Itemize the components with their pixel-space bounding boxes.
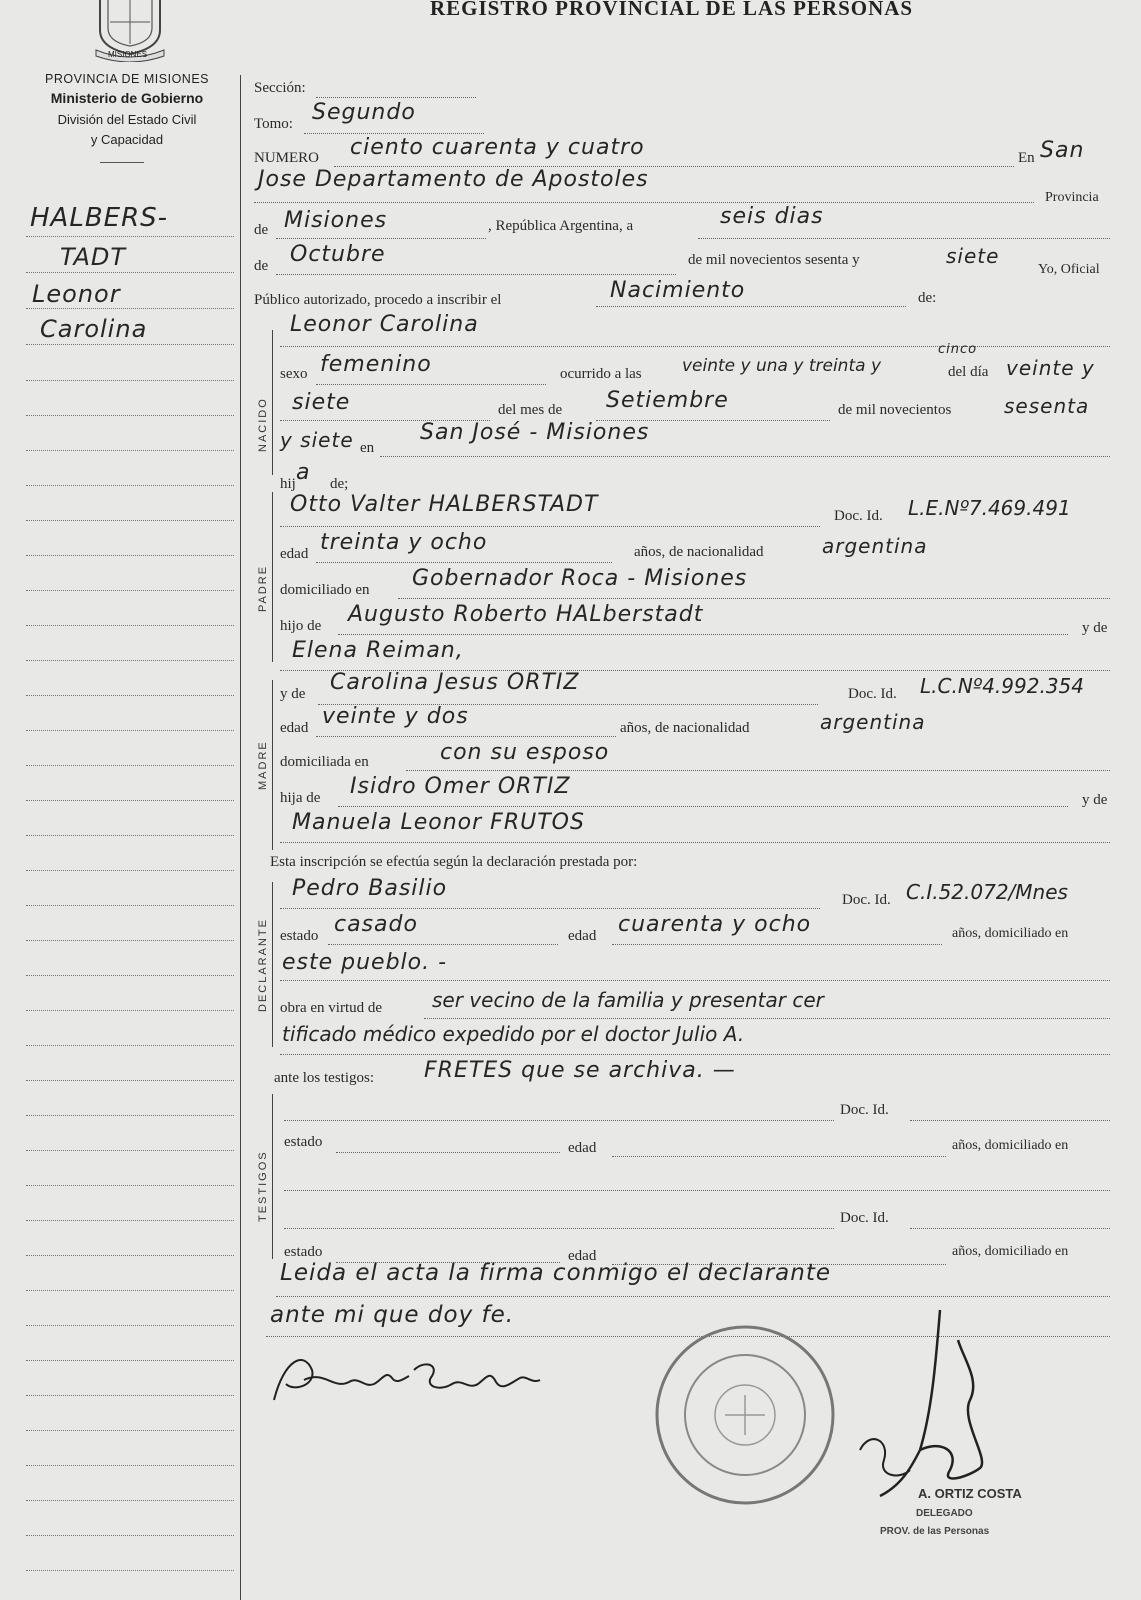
dia-value: seis dias [720,204,824,229]
dia-label: del día [948,364,989,380]
madre-edad-label: edad [280,720,309,736]
testigo-1-estado-line [336,1152,560,1153]
declarante-section-label: DECLARANTE [257,918,269,1012]
madre-anios-label: años, de nacionalidad [620,720,750,736]
seal-banner-text: MISIONES [108,50,148,59]
padre-edad-label: edad [280,546,309,562]
margin-line [26,520,234,521]
nacido-dia-value-2: siete [292,390,351,415]
mes-value: Octubre [290,242,386,267]
testigo-1-estado-label: estado [284,1134,323,1150]
lugar-value: San José - Misiones [420,420,650,445]
obra-line-1 [424,1018,1110,1019]
declarante-signature [264,1340,564,1425]
margin-line [26,1010,234,1011]
nacido-nombre: Leonor Carolina [290,312,479,337]
testigo-2-anios-label: años, domiciliado en [952,1244,1069,1259]
testigos-intro-value: FRETES que se archiva. — [424,1058,736,1083]
nacido-mes-label: del mes de [498,402,563,418]
declarante-domicilio-value: este pueblo. - [282,950,448,975]
margin-line [26,236,234,237]
madre-nombre: Carolina Jesus ORTIZ [330,670,580,695]
testigo-1-edad-line [612,1156,946,1157]
margin-surname-1: HALBERS- [30,203,169,233]
hij-de-label: de; [330,476,349,492]
provincia-line [276,238,486,239]
testigo-1-domicilio-line [284,1190,1110,1191]
testigos-intro-label: ante los testigos: [274,1070,374,1086]
de-label-2: de [254,258,269,274]
testigo-1-doc-label: Doc. Id. [840,1102,889,1118]
province-name: PROVINCIA DE MISIONES [44,72,209,86]
margin-line [26,905,234,906]
declarante-estado-label: estado [280,928,319,944]
nacido-anio-value-2: y siete [280,428,354,452]
margin-line [26,1360,234,1361]
madre-edad-line [316,736,616,737]
madre-domicilio-line [406,770,1110,771]
left-vertical-rule [240,75,241,1600]
testigo-1-doc-line [910,1120,1110,1121]
yo-oficial-label: Yo, Oficial [1038,262,1100,277]
madre-de-madre-line [280,842,1110,843]
declarante-edad-label: edad [568,928,597,944]
cierre-line-1 [276,1296,1110,1297]
padre-nombre-line [280,526,820,527]
nacido-en-label: en [360,440,375,456]
declarante-bracket [272,882,273,1047]
cierre-texto-1: Leida el acta la firma conmigo el declarante [280,1260,832,1286]
margin-line [26,344,234,345]
madre-hija-line [338,806,1068,807]
declarante-estado-value: casado [334,912,418,937]
margin-line [26,660,234,661]
madre-domicilio-value: con su esposo [440,740,610,765]
declarante-nombre: Pedro Basilio [292,876,448,901]
publico-label: Público autorizado, procedo a inscribir el [254,292,502,308]
tomo-value: Segundo [312,100,416,125]
margin-line [26,380,234,381]
margin-line [26,1290,234,1291]
padre-doc-label: Doc. Id. [834,508,883,524]
padre-domicilio-value: Gobernador Roca - Misiones [412,566,748,591]
margin-line [26,1185,234,1186]
margin-line [26,975,234,976]
margin-line [26,1220,234,1221]
nacido-mes-value: Setiembre [606,388,729,413]
padre-nombre: Otto Valter HALBERSTADT [290,492,599,517]
madre-doc-label: Doc. Id. [848,686,897,702]
en-label: En [1018,150,1035,166]
testigo-1-anios-label: años, domiciliado en [952,1138,1069,1153]
madre-doc-value: L.C.Nº4.992.354 [920,674,1084,698]
padre-edad-line [316,562,612,563]
tomo-label: Tomo: [254,116,293,132]
margin-line [26,1430,234,1431]
en-value-1: San [1040,138,1085,163]
madre-hija-label: hija de [280,790,321,806]
ocurrido-label: ocurrido a las [560,366,642,382]
margin-line [26,485,234,486]
official-name: A. ORTIZ COSTA [918,1486,1022,1501]
madre-y-de-label: y de [280,686,306,702]
margin-line [26,695,234,696]
nacido-nombre-line [280,346,1110,347]
testigo-2-edad-label: edad [568,1248,597,1264]
margin-line [26,1570,234,1571]
official-round-stamp [650,1320,840,1515]
republica-label: , República Argentina, a [488,218,634,234]
declaracion-intro: Esta inscripción se efectúa según la declaración prestada por: [270,854,638,870]
margin-line [26,555,234,556]
provincia-value: Misiones [284,208,388,233]
testigo-1-edad-label: edad [568,1140,597,1156]
padre-domicilio-line [398,598,1110,599]
lugar-line [380,456,1110,457]
padre-domicilio-label: domiciliado en [280,582,370,598]
acto-value: Nacimiento [610,278,746,303]
madre-section-label: MADRE [257,740,269,790]
testigo-2-doc-label: Doc. Id. [840,1210,889,1226]
padre-y-de-label: y de [1082,620,1108,636]
sexo-line [316,384,546,385]
hij-value: a [296,460,311,485]
obra-value-1: ser vecino de la familia y presentar cer [432,988,824,1012]
official-cargo: DELEGADO [916,1508,973,1519]
de-colon-label: de: [918,290,937,306]
nacido-anio-label: de mil novecientos [838,402,952,418]
testigo-2-name-line [284,1228,834,1229]
margin-line [26,870,234,871]
margin-line [26,800,234,801]
margin-line [26,308,234,309]
mes-line [276,274,676,275]
margin-line [26,765,234,766]
declarante-doc-label: Doc. Id. [842,892,891,908]
margin-line [26,1150,234,1151]
margin-line [26,1535,234,1536]
margin-line [26,940,234,941]
hij-label: hij [280,476,296,492]
seccion-line [316,97,476,98]
division-line-2: y Capacidad [90,132,164,147]
hora-sup: cinco [938,342,978,357]
declarante-edad-line [612,944,942,945]
madre-domicilio-label: domiciliada en [280,754,369,770]
margin-line [26,1325,234,1326]
padre-bracket [272,492,273,662]
declarante-domicilio-line [280,980,1110,981]
margin-line [26,590,234,591]
division-line-1: División del Estado Civil [57,112,197,127]
margin-line [26,1500,234,1501]
padre-hijo-line [338,634,1068,635]
acto-line [596,306,906,307]
testigo-1-name-line [284,1120,834,1121]
madre-de-padre: Elena Reiman, [292,638,464,663]
official-reparticion: PROV. de las Personas [880,1526,990,1537]
header-divider [100,162,144,163]
padre-nacionalidad: argentina [822,534,928,558]
madre-bracket [272,680,273,850]
de-label: de [254,222,269,238]
obra-value-2: tificado médico expedido por el doctor Julio A. [282,1022,745,1046]
padre-anios-label: años, de nacionalidad [634,544,764,560]
declarante-nombre-line [280,908,820,909]
madre-nacionalidad: argentina [820,710,926,734]
tomo-line [304,133,484,134]
margin-line [26,1115,234,1116]
en-value-2: Jose Departamento de Apostoles [258,167,649,192]
sexo-value: femenino [320,352,432,377]
declarante-doc-value: C.I.52.072/Mnes [906,880,1068,904]
margin-line [26,625,234,626]
numero-label: NUMERO [254,150,320,166]
margin-line [26,835,234,836]
padre-de-madre: Isidro Omer ORTIZ [350,774,571,799]
nacido-bracket [272,330,273,475]
anio-value: siete [946,244,1000,268]
madre-edad-value: veinte y dos [322,704,469,729]
declarante-edad-value: cuarenta y ocho [618,912,812,937]
margin-line [26,1255,234,1256]
ministry-name: Ministerio de Gobierno [50,90,204,106]
padre-hijo-label: hijo de [280,618,322,634]
seccion-label: Sección: [254,80,306,96]
anio-label: de mil novecientos sesenta y [688,252,860,268]
margin-line [26,1465,234,1466]
nacido-section-label: NACIDO [257,397,269,452]
testigo-2-estado-label: estado [284,1244,323,1260]
margin-line [26,730,234,731]
page-title: REGISTRO PROVINCIAL DE LAS PERSONAS [430,0,914,20]
padre-doc-value: L.E.Nº7.469.491 [908,496,1071,520]
numero-value: ciento cuarenta y cuatro [350,135,645,160]
margin-surname-2: TADT [60,243,127,271]
padre-de-padre: Augusto Roberto HALberstadt [348,602,704,627]
padre-edad-value: treinta y ocho [320,530,488,555]
cierre-texto-2: ante mi que doy fe. [270,1302,515,1328]
obra-label: obra en virtud de [280,1000,383,1016]
margin-given-name-1: Leonor [32,280,121,308]
padre-section-label: PADRE [257,564,269,612]
dia-line [698,238,1110,239]
margin-given-name-2: Carolina [40,315,148,343]
obra-line-2 [280,1054,1110,1055]
declarante-estado-line [328,944,558,945]
hora-value: veinte y una y treinta y [682,356,882,376]
margin-line [26,1395,234,1396]
provincia-label: Provincia [1045,190,1099,205]
declarante-anios-label: años, domiciliado en [952,926,1069,941]
margin-line [26,1045,234,1046]
sexo-label: sexo [280,366,308,382]
margin-line [26,450,234,451]
margin-line [26,272,234,273]
testigo-2-doc-line [910,1228,1110,1229]
madre-de-madre: Manuela Leonor FRUTOS [292,810,585,835]
testigos-section-label: TESTIGOS [257,1150,269,1222]
madre-y-de-label-2: y de [1082,792,1108,808]
margin-line [26,415,234,416]
en-line-2 [254,202,1034,203]
margin-line [26,1080,234,1081]
nacido-anio-value-1: sesenta [1004,394,1090,418]
nacido-dia-value-1: veinte y [1006,356,1095,380]
testigos-bracket [272,1094,273,1259]
